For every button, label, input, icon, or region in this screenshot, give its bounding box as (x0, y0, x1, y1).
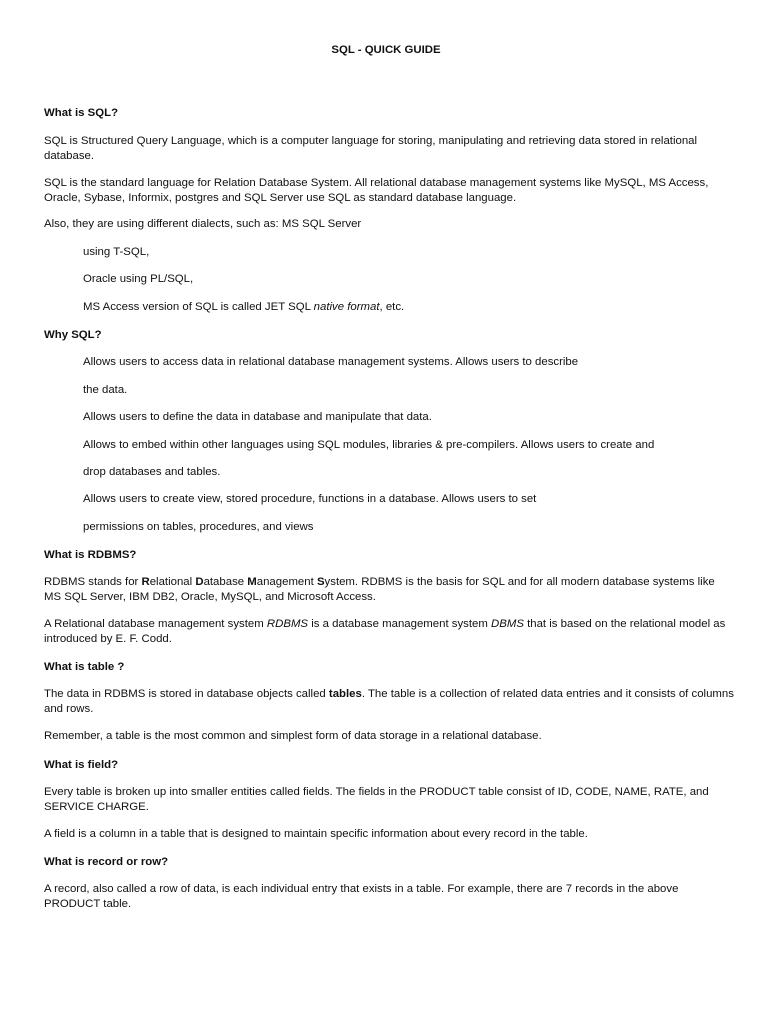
why-line-5: drop databases and tables. (83, 466, 221, 478)
why-line-7: permissions on tables, procedures, and views (83, 521, 314, 533)
paragraph-table-remember: Remember, a table is the most common and simplest form of data storage in a relational database. (44, 730, 542, 742)
dialect-tsql: using T-SQL, (83, 246, 150, 258)
heading-what-is-sql: What is SQL? (44, 107, 119, 119)
paragraph-sql-dialects: Also, they are using different dialects, such as: MS SQL Server (44, 218, 362, 230)
why-line-6: Allows users to create view, stored procedure, functions in a database. Allows users to set (83, 493, 537, 505)
paragraph-field-definition: Every table is broken up into smaller entities called fields. The fields in the PRODUCT table consist of ID, CODE, NAME, RATE, and SERVICE CHARGE. (44, 786, 709, 813)
paragraph-table-definition: The data in RDBMS is stored in database objects called tables. The table is a collection of related data entries and it consists of columns and rows. (44, 688, 734, 715)
heading-why-sql: Why SQL? (44, 329, 102, 341)
why-line-1: Allows users to access data in relational database management systems. Allows users to describe (83, 356, 579, 368)
paragraph-rdbms-stands-for: RDBMS stands for Relational Database Management System. RDBMS is the basis for SQL and for all modern database systems like MS SQL Server, IBM DB2, Oracle, MySQL, and Microsoft Access. (44, 576, 715, 603)
paragraph-sql-standard: SQL is the standard language for Relation Database System. All relational database management systems like MySQL, MS Access, Oracle, Sybase, Informix, postgres and SQL Server use SQL as standard database language. (44, 177, 709, 204)
why-line-4: Allows to embed within other languages using SQL modules, libraries & pre-compilers. Allows users to create and (83, 439, 655, 451)
paragraph-field-column: A field is a column in a table that is designed to maintain specific information about every record in the table. (44, 828, 588, 840)
page-title: SQL - QUICK GUIDE (331, 44, 441, 56)
paragraph-rdbms-codd: A Relational database management system RDBMS is a database management system DBMS that is based on the relational model as introduced by E. F. Codd. (44, 618, 726, 645)
why-line-3: Allows users to define the data in database and manipulate that data. (83, 411, 432, 423)
dialect-plsql: Oracle using PL/SQL, (83, 273, 194, 285)
paragraph-sql-definition: SQL is Structured Query Language, which is a computer language for storing, manipulating and retrieving data stored in relational database. (44, 135, 698, 162)
heading-what-is-record: What is record or row? (44, 856, 169, 868)
heading-what-is-table: What is table ? (44, 661, 125, 673)
why-line-2: the data. (83, 384, 128, 396)
dialect-jet-sql: MS Access version of SQL is called JET SQL native format, etc. (83, 301, 405, 313)
heading-what-is-field: What is field? (44, 759, 119, 771)
paragraph-record-definition: A record, also called a row of data, is each individual entry that exists in a table. For example, there are 7 records in the above PRODUCT table. (44, 883, 679, 910)
heading-what-is-rdbms: What is RDBMS? (44, 549, 137, 561)
